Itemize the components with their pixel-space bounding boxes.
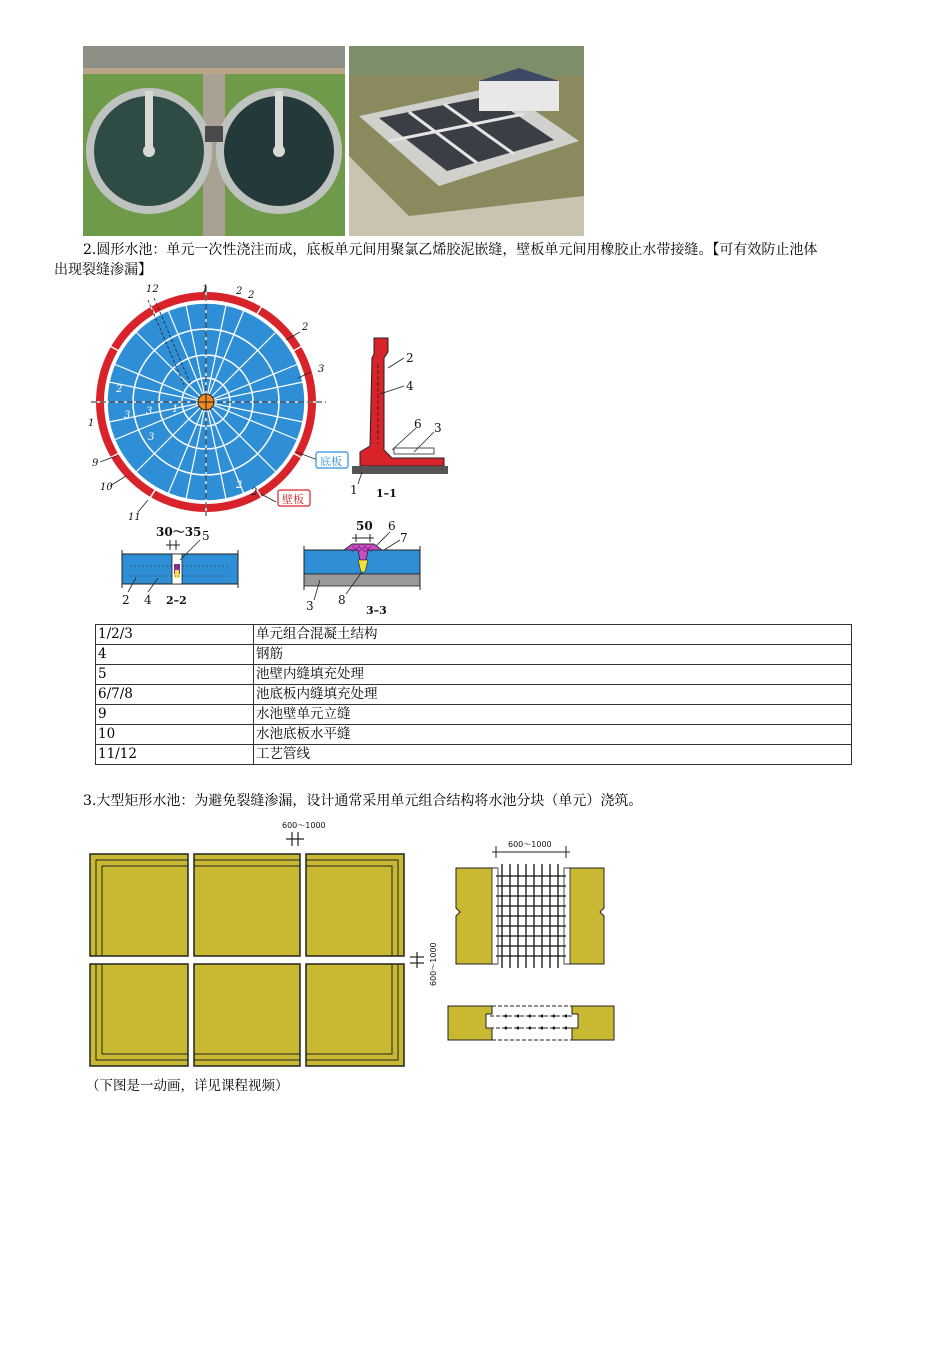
animation-note: （下图是一动画，详见课程视频）	[86, 1078, 289, 1094]
circular-clarifier-aerial-photo	[83, 46, 345, 236]
sec33-number: 3	[306, 599, 314, 613]
legend-value: 单元组合混凝土结构	[254, 625, 852, 645]
legend-table	[95, 624, 852, 765]
legend-row	[96, 725, 852, 745]
legend-key: 11/12	[96, 745, 254, 765]
sec11-number: 6	[414, 417, 422, 431]
circle-label: 3	[146, 406, 153, 417]
sec33-number: 7	[400, 531, 408, 545]
sec11-number: 3	[434, 421, 442, 435]
rectangular-tank-plant-aerial-photo	[349, 46, 584, 236]
legend-row	[96, 665, 852, 685]
legend-value: 工艺管线	[254, 745, 852, 765]
section-1-1-diagram	[348, 334, 458, 502]
circle-label: 10	[100, 482, 113, 493]
section-2-2-svg	[118, 520, 248, 608]
sec11-number: 2	[406, 351, 414, 365]
section2-line1: 2.圆形水池：单元一次性浇注而成，底板单元间用聚氯乙烯胶泥嵌缝，壁板单元间用橡胶止水带接缝。【可有效防止池体	[83, 242, 818, 258]
legend-row	[96, 685, 852, 705]
section-2-2-diagram	[118, 520, 248, 608]
circle-label: 9	[92, 458, 99, 469]
sec22-number: 2	[122, 593, 130, 607]
legend-key: 4	[96, 645, 254, 665]
rectangular-tank-plan-diagram	[86, 816, 446, 1070]
wall-tag: 壁板	[282, 493, 304, 506]
legend-key: 5	[96, 665, 254, 685]
circle-label: 2	[302, 322, 309, 333]
rect-dim-top: 600～1000	[282, 821, 326, 830]
circle-label: 2	[248, 290, 255, 301]
legend-value: 水池壁单元立缝	[254, 705, 852, 725]
sec33-number: 8	[338, 593, 346, 607]
sec33-number: 6	[388, 519, 396, 533]
rect-dim-detail: 600～1000	[508, 840, 552, 849]
legend-key: 6/7/8	[96, 685, 254, 705]
rect-dim-side: 600～1000	[429, 942, 438, 986]
section2-line2: 出现裂缝渗漏】	[54, 262, 152, 278]
circle-label: 3	[318, 364, 325, 375]
sec22-title: 2–2	[166, 594, 187, 607]
legend-row	[96, 705, 852, 725]
circle-label: 12	[146, 284, 159, 295]
section-1-1-svg	[348, 334, 458, 502]
section-3-3-svg	[300, 516, 426, 618]
circle-label: 2	[236, 286, 243, 297]
circular-plan-svg	[86, 280, 356, 520]
circle-label: 2	[236, 480, 243, 491]
circle-label: 3	[124, 410, 131, 421]
circle-label: 1	[202, 284, 209, 295]
floor-tag: 底板	[320, 455, 342, 468]
circle-label: 1	[172, 404, 179, 415]
legend-value: 池底板内缝填充处理	[254, 685, 852, 705]
legend-key: 1/2/3	[96, 625, 254, 645]
legend-key: 9	[96, 705, 254, 725]
rect-joint-detail-diagram	[446, 836, 618, 1046]
sec22-number: 5	[202, 529, 210, 543]
legend-row	[96, 625, 852, 645]
circle-label: 1	[88, 418, 95, 429]
rect-plan-svg	[86, 816, 446, 1070]
circle-label: 11	[128, 512, 141, 520]
circle-label: 2	[251, 487, 258, 498]
section-3-3-diagram	[300, 516, 426, 618]
sec11-number: 1	[350, 483, 358, 497]
circle-label: 3	[148, 432, 155, 443]
circle-label: 2	[116, 384, 123, 395]
sec33-title: 3–3	[366, 604, 387, 617]
circular-tank-plan-diagram	[86, 280, 356, 520]
photo-circular-clarifiers	[83, 46, 345, 236]
legend-row	[96, 645, 852, 665]
photo-rectangular-tanks	[349, 46, 584, 236]
rect-detail-svg	[446, 836, 618, 1046]
legend-value: 池壁内缝填充处理	[254, 665, 852, 685]
sec22-dim: 30～35	[156, 525, 202, 539]
legend-row	[96, 745, 852, 765]
sec22-number: 4	[144, 593, 152, 607]
sec33-dim: 50	[356, 519, 373, 533]
sec11-number: 4	[406, 379, 414, 393]
legend-key: 10	[96, 725, 254, 745]
section3-text: 3.大型矩形水池：为避免裂缝渗漏，设计通常采用单元组合结构将水池分块（单元）浇筑。	[83, 793, 643, 809]
sec11-title: 1–1	[376, 487, 397, 500]
legend-value: 水池底板水平缝	[254, 725, 852, 745]
legend-value: 钢筋	[254, 645, 852, 665]
